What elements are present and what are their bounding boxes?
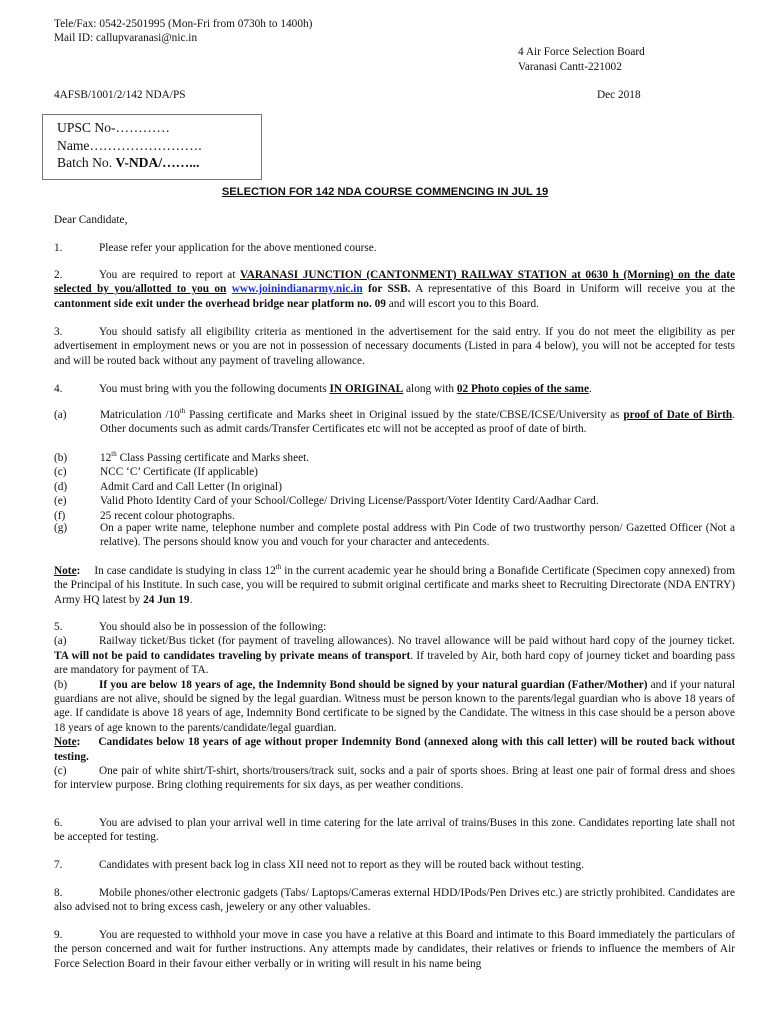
para-text: Please refer your application for the above mentioned course.: [99, 242, 377, 254]
deadline-date: 24 Jun 19: [143, 593, 190, 606]
para-text: Mobile phones/other electronic gadgets (Tabs/ Laptops/Cameras external HDD/IPods/Pen Drives etc.) are strictly prohibited. Candidates are also advised not to bring excess cash, jewelery or any other valuables.: [54, 887, 735, 914]
list-text: 25 recent colour photographs.: [100, 509, 235, 522]
list-label: (g): [54, 522, 68, 534]
list-text: Passing certificate and Marks sheet in Original issued by the state/CBSE/ICSE/University as: [185, 409, 624, 421]
list-item-4g: [54, 521, 735, 550]
list-text: NCC ‘C’ Certificate (If applicable): [100, 466, 258, 479]
list-label: (b): [54, 452, 68, 464]
list-text: 12: [100, 452, 112, 464]
meeting-point: cantonment side exit under the overhead bridge near platform no. 09: [54, 297, 386, 310]
para-5: [54, 620, 735, 793]
para-text: You should also be in possession of the following:: [99, 621, 327, 633]
salutation: Dear Candidate,: [54, 214, 128, 226]
para-number: 3.: [54, 326, 63, 338]
para-text: along with: [403, 383, 457, 395]
superscript: th: [179, 407, 186, 416]
list-item-4a: [54, 408, 735, 437]
list-label: (e): [54, 495, 67, 508]
list-label: (a): [54, 635, 67, 648]
note-text: In case candidate is studying in class 12: [94, 565, 276, 577]
org-line-1: 4 Air Force Selection Board: [518, 46, 645, 58]
para-text: .: [588, 383, 592, 395]
note-colon: :: [76, 736, 81, 749]
para-3: [54, 325, 735, 368]
para-9: [54, 928, 735, 971]
reporting-location: VARANASI JUNCTION (CANTONMENT) RAILWAY STATION at 0630 h (Morning) on the date selected by you/allotted to you on: [54, 269, 735, 296]
para-text: You should satisfy all eligibility criteria as mentioned in the advertisement for the said entry. If you do not meet the eligibility as per advertisement in employment news or you are not in possession of necessary documents (Listed in para 4 below), you will not be accepted for tests and will be routed back without any payment of traveling allowance.: [54, 326, 735, 367]
para-text: A representative of this Board in Uniform will receive you at the: [410, 283, 736, 296]
org-line-2: Varanasi Cantt-221002: [518, 61, 622, 73]
list-text: . If traveled by Air, both hard copy of journey ticket and boarding pass are mandatory for payment of TA.: [54, 649, 735, 677]
superscript: th: [111, 450, 117, 459]
letter-title: SELECTION FOR 142 NDA COURSE COMMENCING IN JUL 19: [221, 186, 549, 198]
para-number: 4.: [54, 383, 63, 395]
list-item: [54, 465, 735, 479]
in-original-emphasis: IN ORIGINAL: [329, 383, 404, 395]
reference-number: 4AFSB/1001/2/142 NDA/PS: [54, 89, 186, 101]
indemnity-note-text: Candidates below 18 years of age without proper Indemnity Bond (annexed along with this call letter) will be routed back without testing.: [54, 736, 735, 763]
list-text: Valid Photo Identity Card of your School/College/ Driving License/Passport/Voter Identity Card/Aadhar Card.: [100, 495, 599, 508]
batch-value: V-NDA/……...: [115, 155, 200, 171]
note-text: .: [189, 593, 193, 606]
list-label: (f): [54, 509, 66, 522]
list-label: (c): [54, 466, 67, 479]
list-label: (a): [54, 409, 67, 421]
para-4: [54, 382, 735, 396]
indemnity-bond-rule: If you are below 18 years of age, the Indemnity Bond should be signed by your natural guardian (Father/Mother): [99, 678, 648, 691]
note-label: Note: [54, 736, 77, 749]
list-text: . Other documents such as admit cards/Transfer Certificates etc will not be accepted as proof of date of birth.: [100, 409, 735, 436]
joinindianarmy-link[interactable]: www.joinindianarmy.nic.in: [231, 283, 363, 296]
letter-date: Dec 2018: [597, 89, 641, 101]
para-7: [54, 858, 735, 872]
para-8: [54, 886, 735, 915]
note-text: in the current academic year he should bring a Bonafide Certificate (Specimen copy annexed) from the Principal of his Institute. In such case, you will be required to submit original certificate and marks sheet to Recruiting Directorate (NDA ENTRY) Army HQ latest by: [54, 565, 735, 606]
list-text: On a paper write name, telephone number and complete postal address with Pin Code of two trustworthy person/ Gazetted Officer (Not a relative). The persons should know you and vouch for your character and antecedents.: [100, 522, 735, 549]
candidate-name-field: Name…………………….: [57, 137, 202, 153]
list-item: [54, 494, 735, 508]
proof-of-dob: proof of Date of Birth: [623, 409, 733, 421]
para-text: for SSB.: [362, 283, 411, 296]
note-class-12: [54, 564, 735, 607]
superscript: th: [275, 563, 282, 572]
list-text: Class Passing certificate and Marks sheet.: [116, 452, 310, 464]
para-number: 8.: [54, 887, 63, 899]
photo-copies-emphasis: 02 Photo copies of the same: [456, 383, 589, 395]
list-item: [54, 451, 735, 465]
list-label: (b): [54, 678, 68, 691]
note-colon: :: [76, 565, 81, 577]
upsc-number-field: UPSC No-…………: [57, 120, 170, 135]
para-number: 6.: [54, 817, 63, 829]
list-item: [54, 480, 735, 494]
document-list: [54, 451, 735, 523]
para-text: You are requested to withhold your move in case you have a relative at this Board and intimate to this Board immediately the particulars of the person concerned and wait for further instructions. Any attempts made by candidates, their relatives or friends to influence the members of Air Force Selection Board in their favour either verbally or in writing will result in his name being: [54, 929, 735, 970]
list-label: (d): [54, 480, 68, 493]
para-text: You are advised to plan your arrival well in time catering for the late arrival of trains/Buses in this zone. Candidates reporting late shall not be accepted for testing.: [54, 817, 735, 844]
para-text: Candidates with present back log in class XII need not to report as they will be routed back without testing.: [99, 859, 585, 871]
list-label: (c): [54, 765, 67, 778]
para-number: 9.: [54, 929, 63, 941]
list-text: and if your natural guardians are not alive, should be signed by the legal guardian. Witness must be person known to the parents/legal guardian who is above 18 years of age. If candidate is above 18 years of age, Indemnity Bond certificate to be signed by the Candidate. The witness in this case should be a person above 18 years of age known to the parents/candidate/legal guardian.: [54, 678, 735, 734]
para-2: [54, 268, 735, 311]
para-text: You must bring with you the following documents: [99, 383, 330, 395]
list-text: Railway ticket/Bus ticket (for payment of traveling allowances). No travel allowance will be paid without hard copy of the journey ticket.: [99, 635, 735, 648]
para-number: 2.: [54, 269, 63, 281]
mail-line: Mail ID: callupvaranasi@nic.in: [54, 32, 198, 44]
no-ta-private-transport: TA will not be paid to candidates traveling by private means of transport: [54, 649, 411, 662]
batch-number-field: [57, 154, 261, 172]
para-1: [54, 241, 735, 255]
list-text: One pair of white shirt/T-shirt, shorts/trousers/track suit, socks and a pair of sports shoes. Bring at least one pair of formal dress and shoes for interview purpose. Bring clothing requirements for six days, as per weather conditions.: [54, 765, 735, 792]
candidate-details-box: [42, 114, 262, 180]
para-6: [54, 816, 735, 845]
telfax-line: Tele/Fax: 0542-2501995 (Mon-Fri from 0730h to 1400h): [54, 18, 313, 30]
para-text: and will escort you to this Board.: [385, 297, 540, 310]
para-text: You are required to report at: [99, 269, 241, 281]
para-number: 5.: [54, 621, 63, 633]
para-number: 1.: [54, 242, 63, 254]
list-text: Admit Card and Call Letter (In original): [100, 480, 282, 493]
note-label: Note: [54, 565, 77, 577]
batch-label: Batch No.: [57, 155, 113, 171]
list-text: Matriculation /10: [100, 409, 180, 421]
para-number: 7.: [54, 859, 63, 871]
